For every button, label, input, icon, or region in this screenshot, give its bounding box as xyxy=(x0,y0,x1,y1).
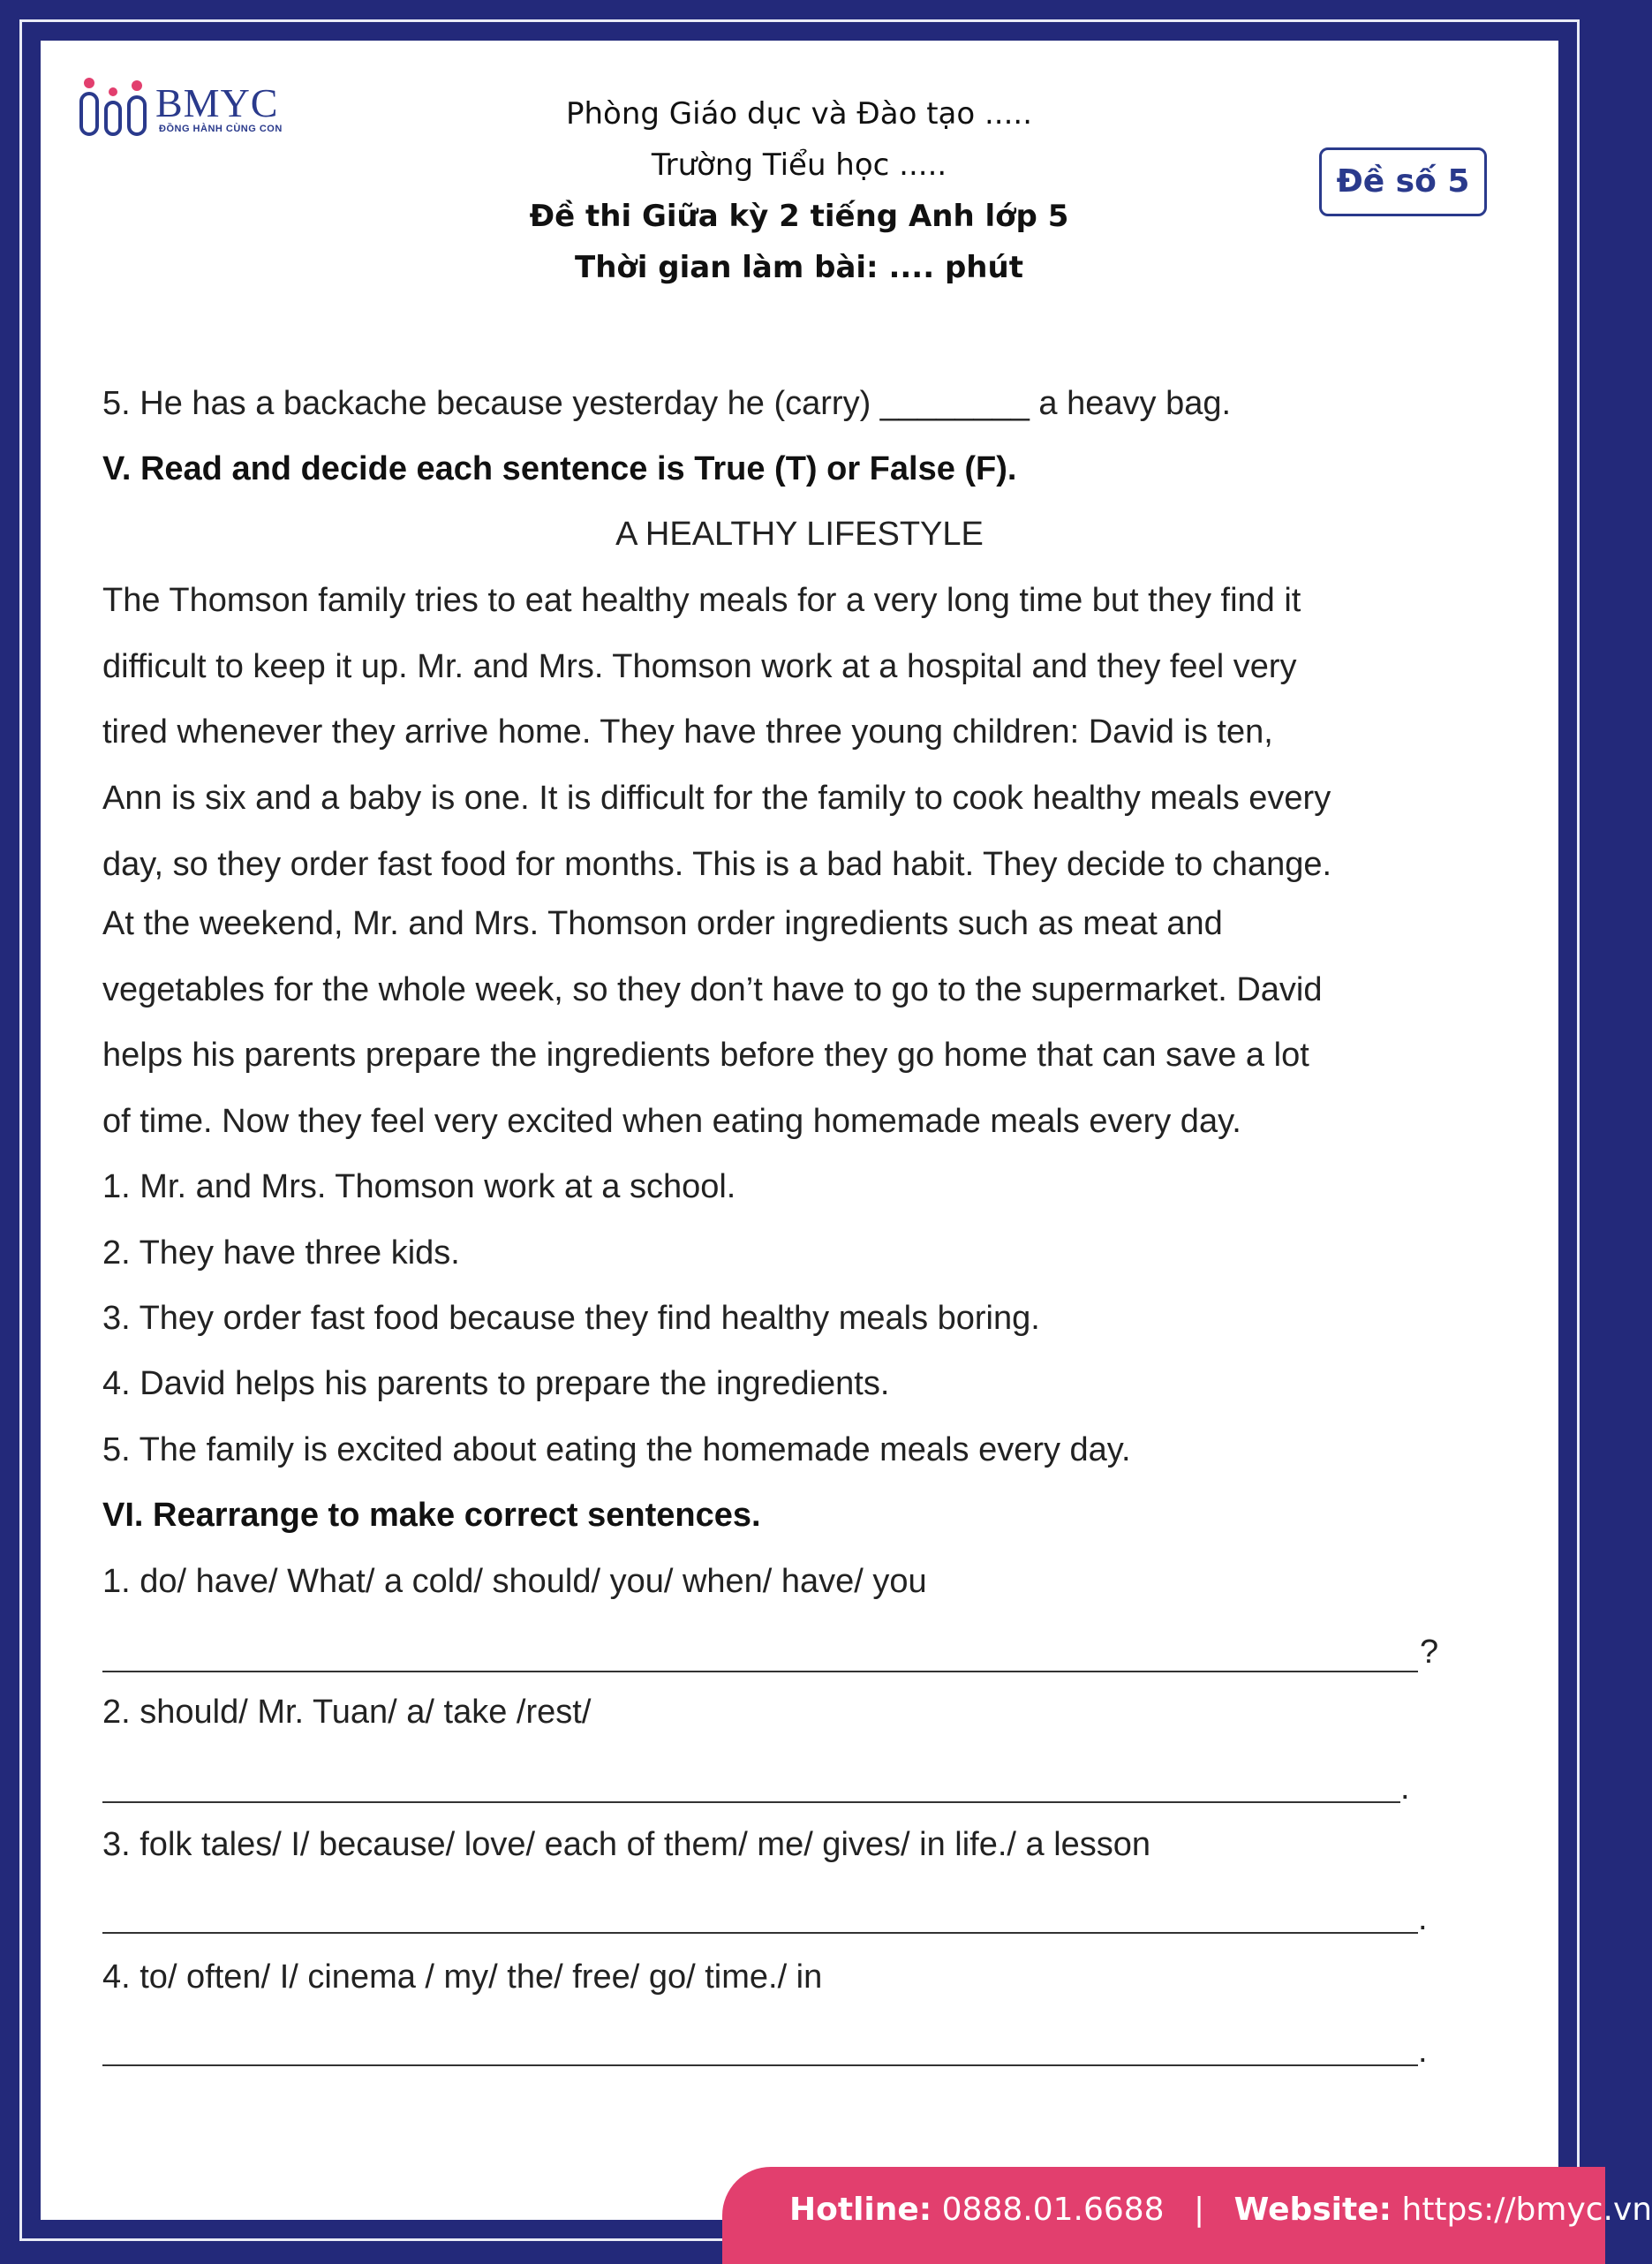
passage-title: A HEALTHY LIFESTYLE xyxy=(0,516,1599,554)
hotline-label: Hotline: xyxy=(789,2192,932,2228)
answer-end-mark: . xyxy=(1418,1900,1428,1938)
website-link[interactable]: https://bmyc.vn xyxy=(1402,2192,1652,2228)
footer-separator: | xyxy=(1194,2192,1204,2228)
rearrange-prompt: 3. folk tales/ I/ because/ love/ each of them/ me/ gives/ in life./ a lesson xyxy=(102,1826,1150,1864)
rearrange-prompt: 1. do/ have/ What/ a cold/ should/ you/ when/ have/ you xyxy=(102,1563,927,1601)
exam-header xyxy=(459,88,1139,293)
passage-line: difficult to keep it up. Mr. and Mrs. Thomson work at a hospital and they feel very xyxy=(102,648,1297,686)
passage-line: The Thomson family tries to eat healthy meals for a very long time but they find it xyxy=(102,582,1301,620)
passage-line: of time. Now they feel very excited when eating homemade meals every day. xyxy=(102,1103,1241,1141)
answer-line[interactable] xyxy=(102,1801,1400,1803)
true-false-item: 5. The family is excited about eating the homemade meals every day. xyxy=(102,1431,1131,1469)
header-school: Trường Tiểu học ..... xyxy=(459,140,1139,191)
section-title: V. Read and decide each sentence is True (T) or False (F). xyxy=(102,450,1016,488)
section-title: VI. Rearrange to make correct sentences. xyxy=(102,1497,761,1535)
question-item: 5. He has a backache because yesterday he (carry) ________ a heavy bag. xyxy=(102,385,1231,423)
header-exam-title: Đề thi Giữa kỳ 2 tiếng Anh lớp 5 xyxy=(459,191,1139,242)
website-label: Website: xyxy=(1234,2192,1392,2228)
true-false-item: 4. David helps his parents to prepare the ingredients. xyxy=(102,1365,889,1403)
footer-contact xyxy=(789,2192,1652,2228)
true-false-item: 1. Mr. and Mrs. Thomson work at a school. xyxy=(102,1168,735,1206)
answer-line[interactable] xyxy=(102,2064,1418,2066)
answer-end-mark: . xyxy=(1418,2033,1428,2071)
header-duration: Thời gian làm bài: .... phút xyxy=(459,242,1139,293)
passage-line: At the weekend, Mr. and Mrs. Thomson order ingredients such as meat and xyxy=(102,905,1223,943)
answer-end-mark: . xyxy=(1400,1770,1410,1807)
logo-wordmark: BMYC xyxy=(155,79,278,126)
passage-line: tired whenever they arrive home. They have three young children: David is ten, xyxy=(102,713,1273,751)
true-false-item: 3. They order fast food because they find healthy meals boring. xyxy=(102,1300,1040,1338)
header-department: Phòng Giáo dục và Đào tạo ..... xyxy=(459,88,1139,140)
logo-tagline: ĐỒNG HÀNH CÙNG CON xyxy=(159,124,283,134)
passage-line: vegetables for the whole week, so they don’t have to go to the supermarket. David xyxy=(102,971,1322,1009)
passage-line: Ann is six and a baby is one. It is difficult for the family to cook healthy meals every xyxy=(102,780,1331,818)
answer-line[interactable] xyxy=(102,1671,1418,1672)
hotline-number[interactable]: 0888.01.6688 xyxy=(942,2192,1165,2228)
passage-line: day, so they order fast food for months. This is a bad habit. They decide to change. xyxy=(102,846,1331,884)
exam-number-badge: Đề số 5 xyxy=(1319,147,1487,216)
passage-line: helps his parents prepare the ingredients before they go home that can save a lot xyxy=(102,1037,1309,1075)
rearrange-prompt: 2. should/ Mr. Tuan/ a/ take /rest/ xyxy=(102,1694,591,1732)
answer-end-mark: ? xyxy=(1420,1634,1438,1672)
true-false-item: 2. They have three kids. xyxy=(102,1234,460,1272)
answer-line[interactable] xyxy=(102,1932,1418,1934)
rearrange-prompt: 4. to/ often/ I/ cinema / my/ the/ free/ go/ time./ in xyxy=(102,1958,822,1996)
